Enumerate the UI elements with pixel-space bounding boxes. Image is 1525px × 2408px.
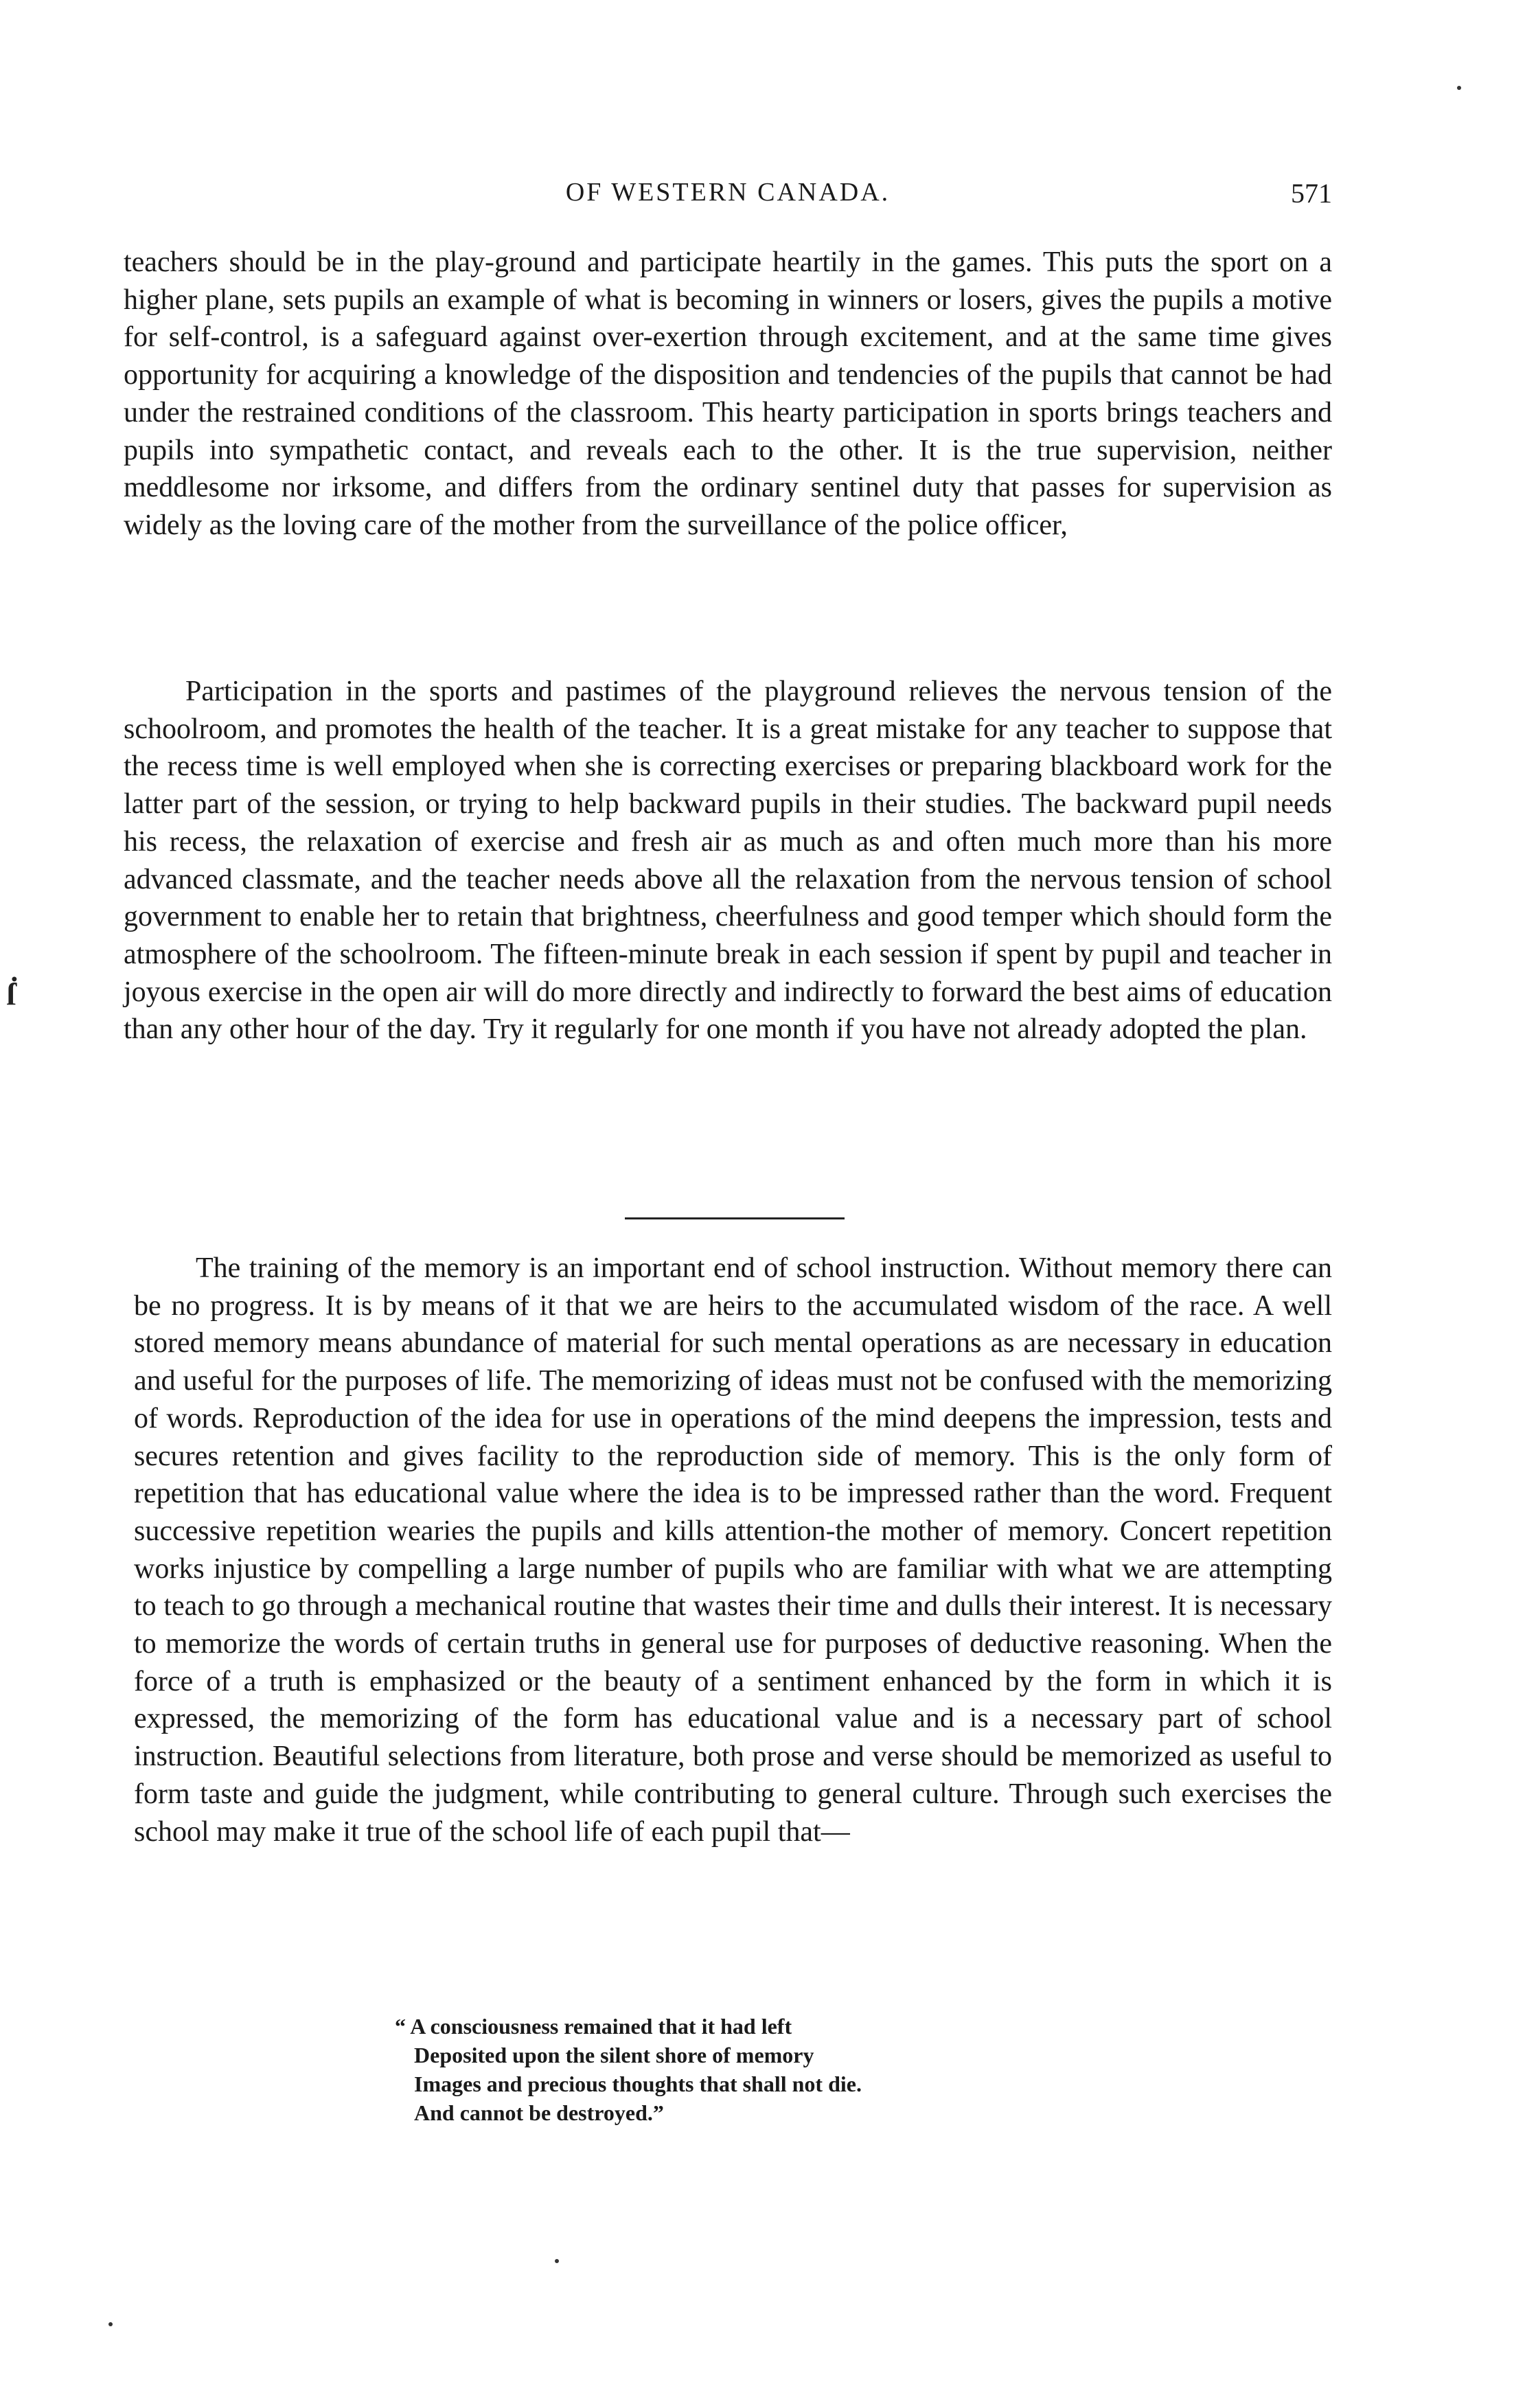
margin-mark: ẛ xyxy=(7,976,16,1011)
quote-line: Deposited upon the silent shore of memory xyxy=(414,2043,814,2067)
paragraph-2 xyxy=(124,673,1332,1048)
running-title: OF WESTERN CANADA. xyxy=(565,178,891,207)
quote-line: Images and precious thoughts that shall not die. xyxy=(414,2072,862,2096)
speck-mark xyxy=(108,2322,113,2326)
section-divider-rule xyxy=(625,1217,845,1219)
paragraph-text: The training of the memory is an important end of school instruction. Without memory there can be no progress. It is by means of it that we are heirs to the accumulated wisdom of the race. A well stored memory means abundance of material for such mental operations as are necessary in education and useful for the purposes of life. The memorizing of ideas must not be confused with the memorizing of words. Reproduction of the idea for use in operations of the mind deepens the impression, tests and secures retention and gives facility to the reproduction side of memory. This is the only form of repetition that has educational value where the idea is to be impressed rather than the word. Frequent successive repetition wearies the pupils and kills attention-the mother of memory. Concert repetition works injustice by compelling a large number of pupils who are familiar with what we are attempting to teach to go through a mechanical routine that wastes their time and dulls their interest. It is necessary to memorize the words of certain truths in general use for purposes of deductive reasoning. When the force of a truth is emphasized or the beauty of a sentiment enhanced by the form in which it is expressed, the memorizing of the form has educational value and is a necessary part of school instruction. Beautiful selections from literature, both prose and verse should be memorized as useful to form taste and guide the judgment, while contributing to general culture. Through such exercises the school may make it true of the school life of each pupil that— xyxy=(134,1252,1332,1848)
paragraph-text: Participation in the sports and pastimes of the playground relieves the nervous tension of the schoolroom, and promotes the health of the teacher. It is a great mistake for any teacher to suppose that the recess time is well employed when she is correcting exercises or preparing blackboard work for the latter part of the session, or trying to help backward pupils in their studies. The backward pupil needs his recess, the relaxation of exercise and fresh air as much as and often much more than his more advanced classmate, and the teacher needs above all the relaxation from the nervous tension of school government to enable her to retain that brightness, cheerfulness and good temper which should form the atmosphere of the schoolroom. The fifteen-minute break in each session if spent by pupil and teacher in joyous exercise in the open air will do more directly and indirectly to forward the best aims of education than any other hour of the day. Try it regularly for one month if you have not already adopted the plan. xyxy=(124,676,1332,1046)
speck-mark xyxy=(555,2259,559,2263)
speck-mark xyxy=(1457,86,1461,90)
quote-line: “ A consciousness remained that it had left xyxy=(395,2014,792,2039)
paragraph-1 xyxy=(124,244,1332,544)
paragraph-3 xyxy=(134,1250,1332,1850)
quote-line: And cannot be destroyed.” xyxy=(414,2100,664,2125)
verse-quotation xyxy=(395,2012,1150,2127)
paragraph-text: teachers should be in the play-ground and participate heartily in the games. This puts the sport on a higher plane, sets pupils an example of what is becoming in winners or losers, gives the pupils a motive for self-control, is a safeguard against over-exertion through excitement, and at the same time gives opportunity for acquiring a knowledge of the disposition and tendencies of the pupils that cannot be had under the restrained conditions of the classroom. This hearty participation in sports brings teachers and pupils into sympathetic contact, and reveals each to the other. It is the true supervision, neither meddlesome nor irksome, and differs from the ordinary sentinel duty that passes for supervision as widely as the loving care of the mother from the surveillance of the police officer, xyxy=(124,246,1332,541)
running-head xyxy=(124,177,1332,211)
page-number: 571 xyxy=(1291,178,1332,209)
